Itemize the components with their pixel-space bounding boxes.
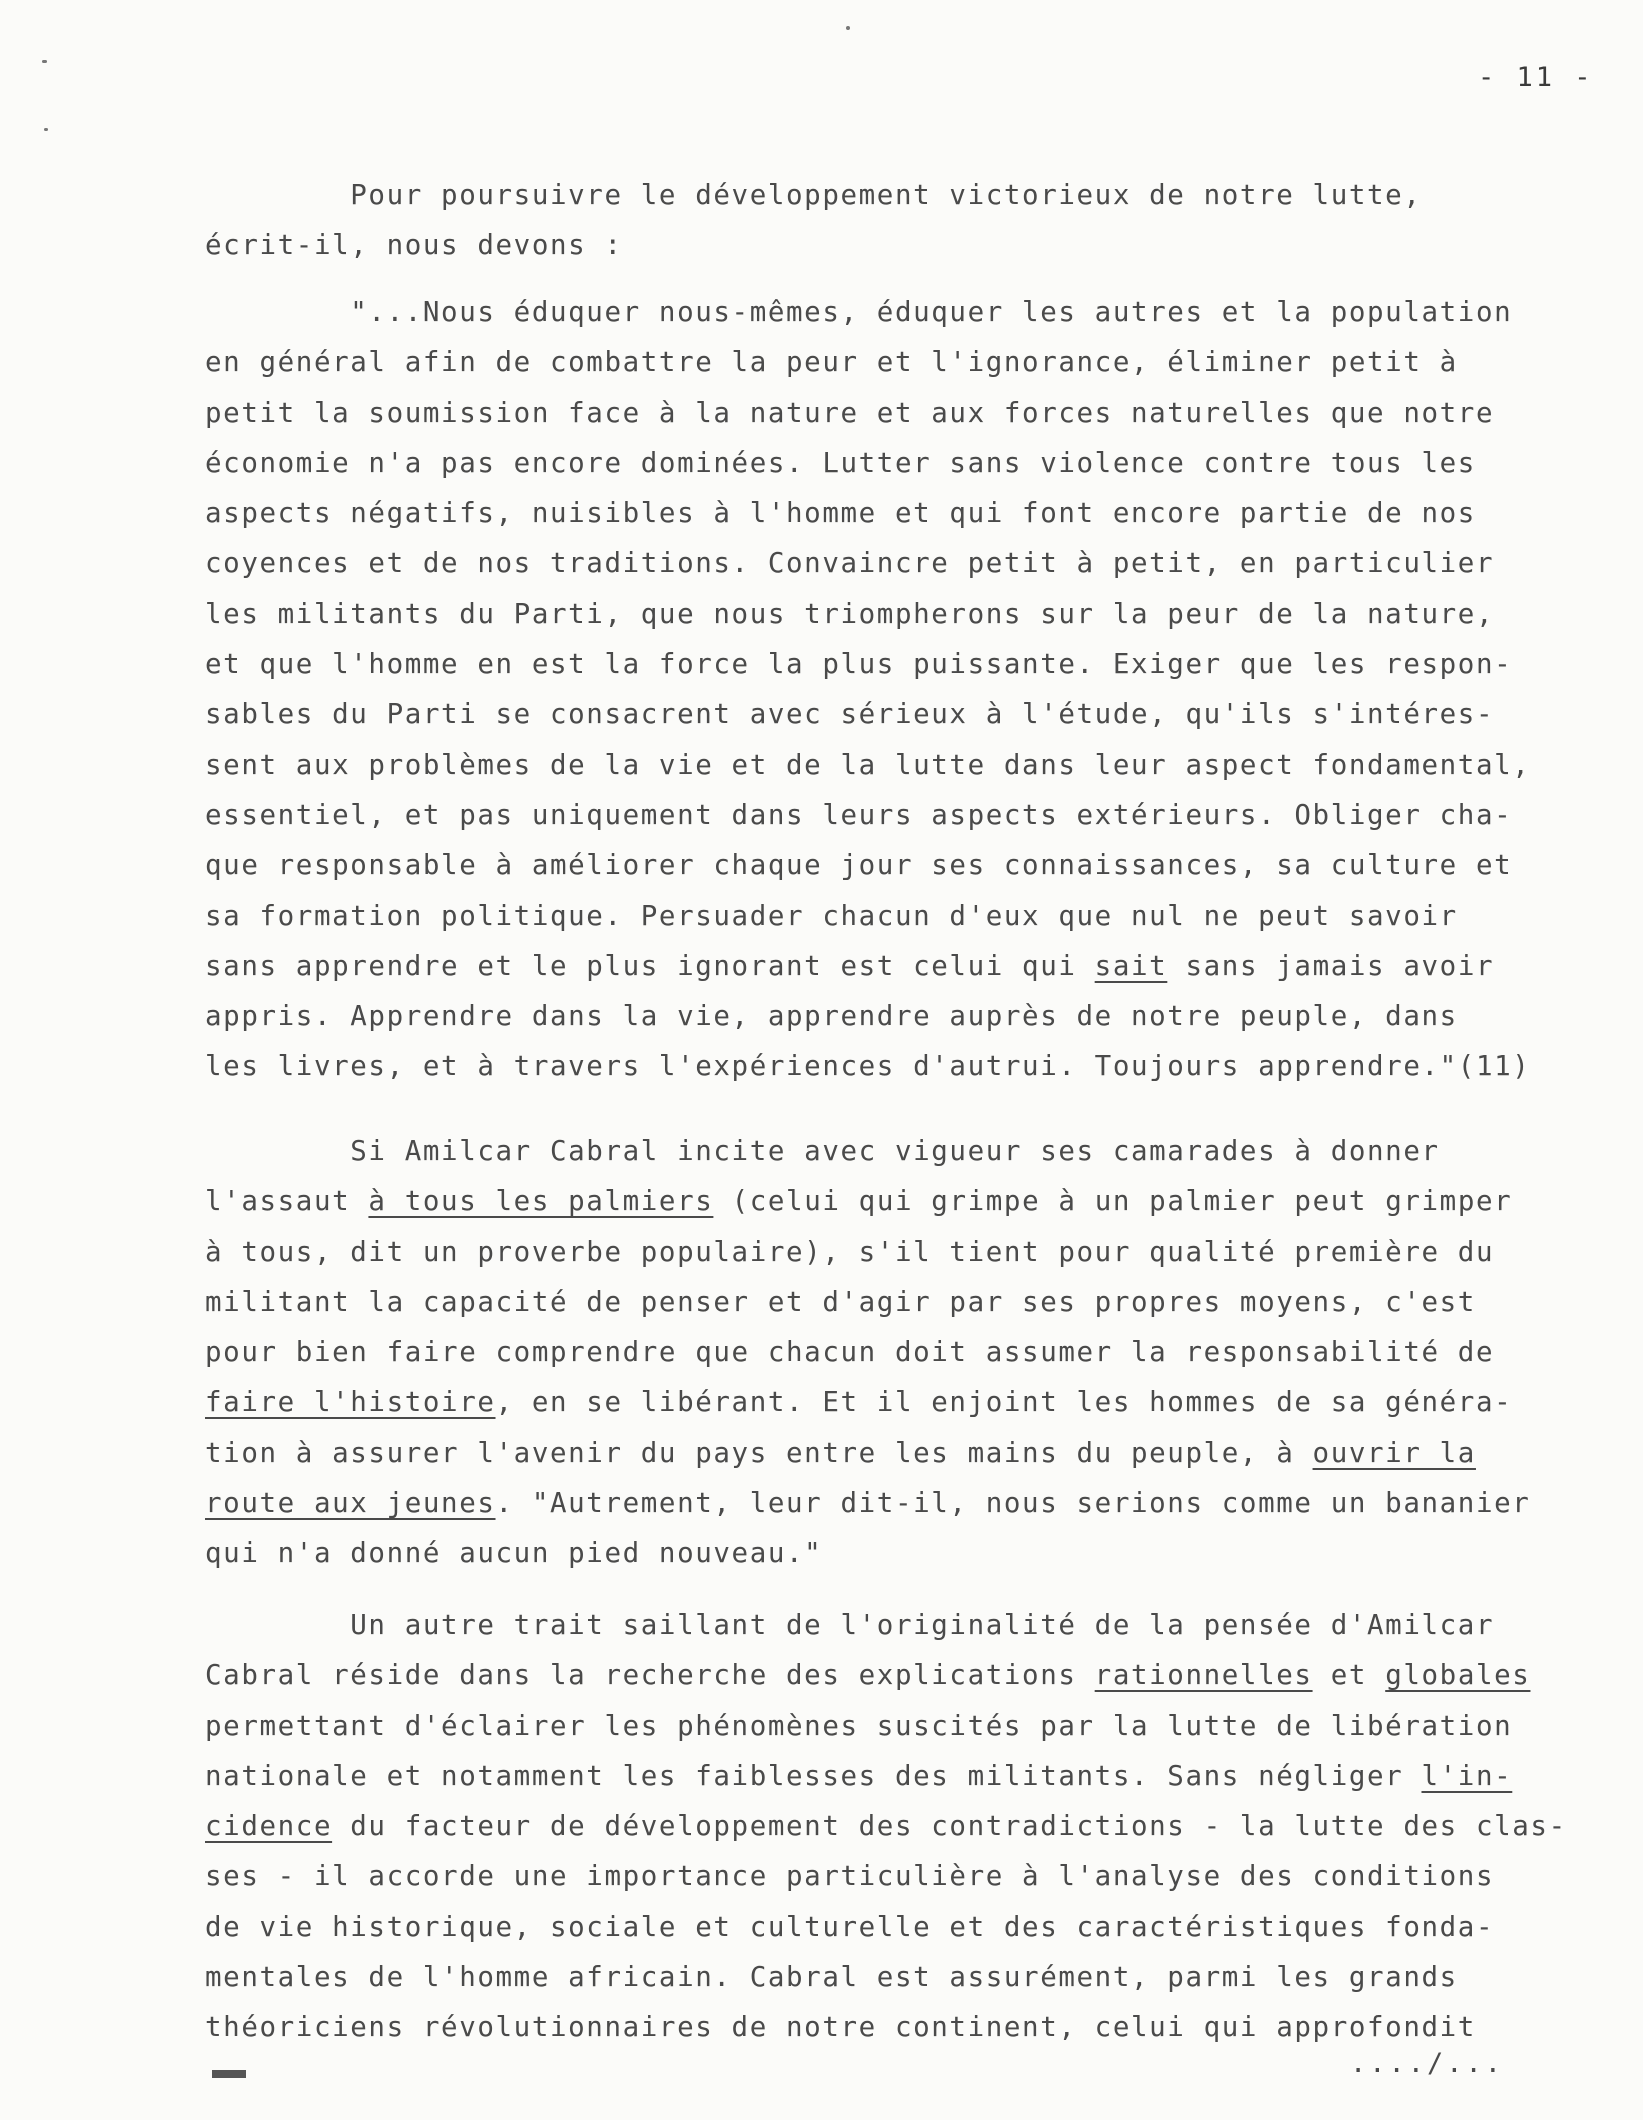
text-line: [205, 740, 1643, 790]
text-run: du facteur de développement des contradictions - la lutte des clas-: [332, 1810, 1567, 1843]
text-run: . "Autrement, leur dit-il, nous serions comme un bananier: [495, 1487, 1531, 1520]
text-line: [205, 1126, 1643, 1176]
indent: [205, 1609, 350, 1641]
text-line: [205, 1902, 1643, 1952]
underlined-text: à tous les palmiers: [368, 1185, 714, 1218]
text-run: sa formation politique. Persuader chacun d'eux que nul ne peut savoir: [205, 899, 1458, 932]
text-run: coyences et de nos traditions. Convaincre petit à petit, en particulier: [205, 547, 1495, 580]
text-run: Un autre trait saillant de l'originalité de la pensée d'Amilcar: [350, 1609, 1495, 1641]
underlined-text: sait: [1094, 949, 1168, 982]
underlined-text: route aux jeunes: [205, 1487, 496, 1520]
text-line: [205, 991, 1643, 1041]
margin-ink-mark: [212, 2070, 246, 2078]
text-run: nationale et notamment les faiblesses des militants. Sans négliger: [205, 1759, 1422, 1792]
text-run: , en se libérant. Et il enjoint les hommes de sa généra-: [495, 1386, 1513, 1419]
text-line: [205, 1952, 1643, 2002]
text-run: essentiel, et pas uniquement dans leurs aspects extérieurs. Obliger cha-: [205, 798, 1513, 831]
text-run: appris. Apprendre dans la vie, apprendre auprès de notre peuple, dans: [205, 1000, 1458, 1033]
underlined-text: globales: [1385, 1659, 1531, 1692]
underlined-text: cidence: [205, 1810, 333, 1843]
text-line: [205, 287, 1643, 337]
paragraph-quote: [205, 287, 1643, 1092]
text-run: qui n'a donné aucun pied nouveau.": [205, 1537, 823, 1570]
text-run: militant la capacité de penser et d'agir par ses propres moyens, c'est: [205, 1285, 1476, 1318]
text-line: [205, 1176, 1643, 1226]
text-line: [205, 1377, 1643, 1427]
text-line: [205, 388, 1643, 438]
text-run: ses - il accorde une importance particulière à l'analyse des conditions: [205, 1860, 1495, 1893]
text-line: [205, 1851, 1643, 1901]
text-line: [205, 1041, 1643, 1091]
text-line: [205, 1277, 1643, 1327]
continuation-marker: ..../...: [1350, 2048, 1505, 2079]
text-line: [205, 538, 1643, 588]
text-run: en général afin de combattre la peur et l'ignorance, éliminer petit à: [205, 346, 1458, 379]
text-run: économie n'a pas encore dominées. Lutter sans violence contre tous les: [205, 446, 1476, 479]
text-run: les livres, et à travers l'expériences d'autrui. Toujours apprendre."(11): [205, 1050, 1531, 1083]
text-run: pour bien faire comprendre que chacun doit assumer la responsabilité de: [205, 1336, 1495, 1369]
text-line: [205, 488, 1643, 538]
text-run: Cabral réside dans la recherche des explications: [205, 1659, 1095, 1692]
underlined-text: rationnelles: [1094, 1659, 1313, 1692]
text-line: [205, 589, 1643, 639]
text-line: [205, 1650, 1643, 1700]
indent: [205, 1135, 350, 1167]
paragraph-palmiers: [205, 1126, 1643, 1579]
text-line: [205, 1528, 1643, 1578]
text-line: [205, 1701, 1643, 1751]
text-line: [205, 1227, 1643, 1277]
text-line: [205, 170, 1643, 220]
paragraph-originalite: [205, 1600, 1643, 2053]
text-run: permettant d'éclairer les phénomènes suscités par la lutte de libération: [205, 1709, 1513, 1742]
text-run: petit la soumission face à la nature et aux forces naturelles que notre: [205, 396, 1495, 429]
scan-mark: [42, 60, 47, 63]
text-run: que responsable à améliorer chaque jour ses connaissances, sa culture et: [205, 849, 1513, 882]
text-run: théoriciens révolutionnaires de notre continent, celui qui approfondit: [205, 2011, 1476, 2044]
text-run: (celui qui grimpe à un palmier peut grimper: [713, 1185, 1513, 1218]
text-run: les militants du Parti, que nous triompherons sur la peur de la nature,: [205, 597, 1495, 630]
text-line: [205, 891, 1643, 941]
text-line: [205, 1600, 1643, 1650]
text-line: [205, 1327, 1643, 1377]
text-run: mentales de l'homme africain. Cabral est assurément, parmi les grands: [205, 1961, 1458, 1994]
scan-mark: [44, 128, 48, 131]
text-run: tion à assurer l'avenir du pays entre les mains du peuple, à: [205, 1436, 1313, 1469]
text-run: Si Amilcar Cabral incite avec vigueur ses camarades à donner: [350, 1135, 1440, 1167]
text-line: [205, 1478, 1643, 1528]
text-line: [205, 1751, 1643, 1801]
text-run: aspects négatifs, nuisibles à l'homme et qui font encore partie de nos: [205, 497, 1476, 530]
text-run: "...Nous éduquer nous-mêmes, éduquer les autres et la population: [350, 296, 1513, 328]
text-run: de vie historique, sociale et culturelle et des caractéristiques fonda-: [205, 1910, 1495, 1943]
text-line: [205, 840, 1643, 890]
text-run: et: [1312, 1659, 1386, 1692]
indent: [205, 179, 350, 211]
text-line: [205, 220, 1643, 270]
text-run: sans apprendre et le plus ignorant est celui qui: [205, 949, 1095, 982]
text-run: à tous, dit un proverbe populaire), s'il tient pour qualité première du: [205, 1235, 1495, 1268]
scan-mark: [846, 26, 850, 30]
text-line: [205, 941, 1643, 991]
text-run: écrit-il, nous devons :: [205, 229, 623, 262]
text-run: sent aux problèmes de la vie et de la lutte dans leur aspect fondamental,: [205, 748, 1531, 781]
underlined-text: faire l'histoire: [205, 1386, 496, 1419]
text-line: [205, 639, 1643, 689]
text-run: sables du Parti se consacrent avec sérieux à l'étude, qu'ils s'intéres-: [205, 698, 1495, 731]
text-line: [205, 1428, 1643, 1478]
text-run: l'assaut: [205, 1185, 369, 1218]
text-run: et que l'homme en est la force la plus puissante. Exiger que les respon-: [205, 648, 1513, 681]
indent: [205, 296, 350, 328]
underlined-text: ouvrir la: [1312, 1436, 1476, 1469]
text-run: sans jamais avoir: [1167, 949, 1495, 982]
text-line: [205, 337, 1643, 387]
text-run: Pour poursuivre le développement victorieux de notre lutte,: [350, 179, 1422, 211]
text-line: [205, 2002, 1643, 2052]
page-number: - 11 -: [1478, 62, 1594, 93]
text-line: [205, 689, 1643, 739]
underlined-text: l'in-: [1421, 1759, 1513, 1792]
text-line: [205, 790, 1643, 840]
text-line: [205, 1801, 1643, 1851]
text-line: [205, 438, 1643, 488]
paragraph-intro: [205, 170, 1643, 271]
